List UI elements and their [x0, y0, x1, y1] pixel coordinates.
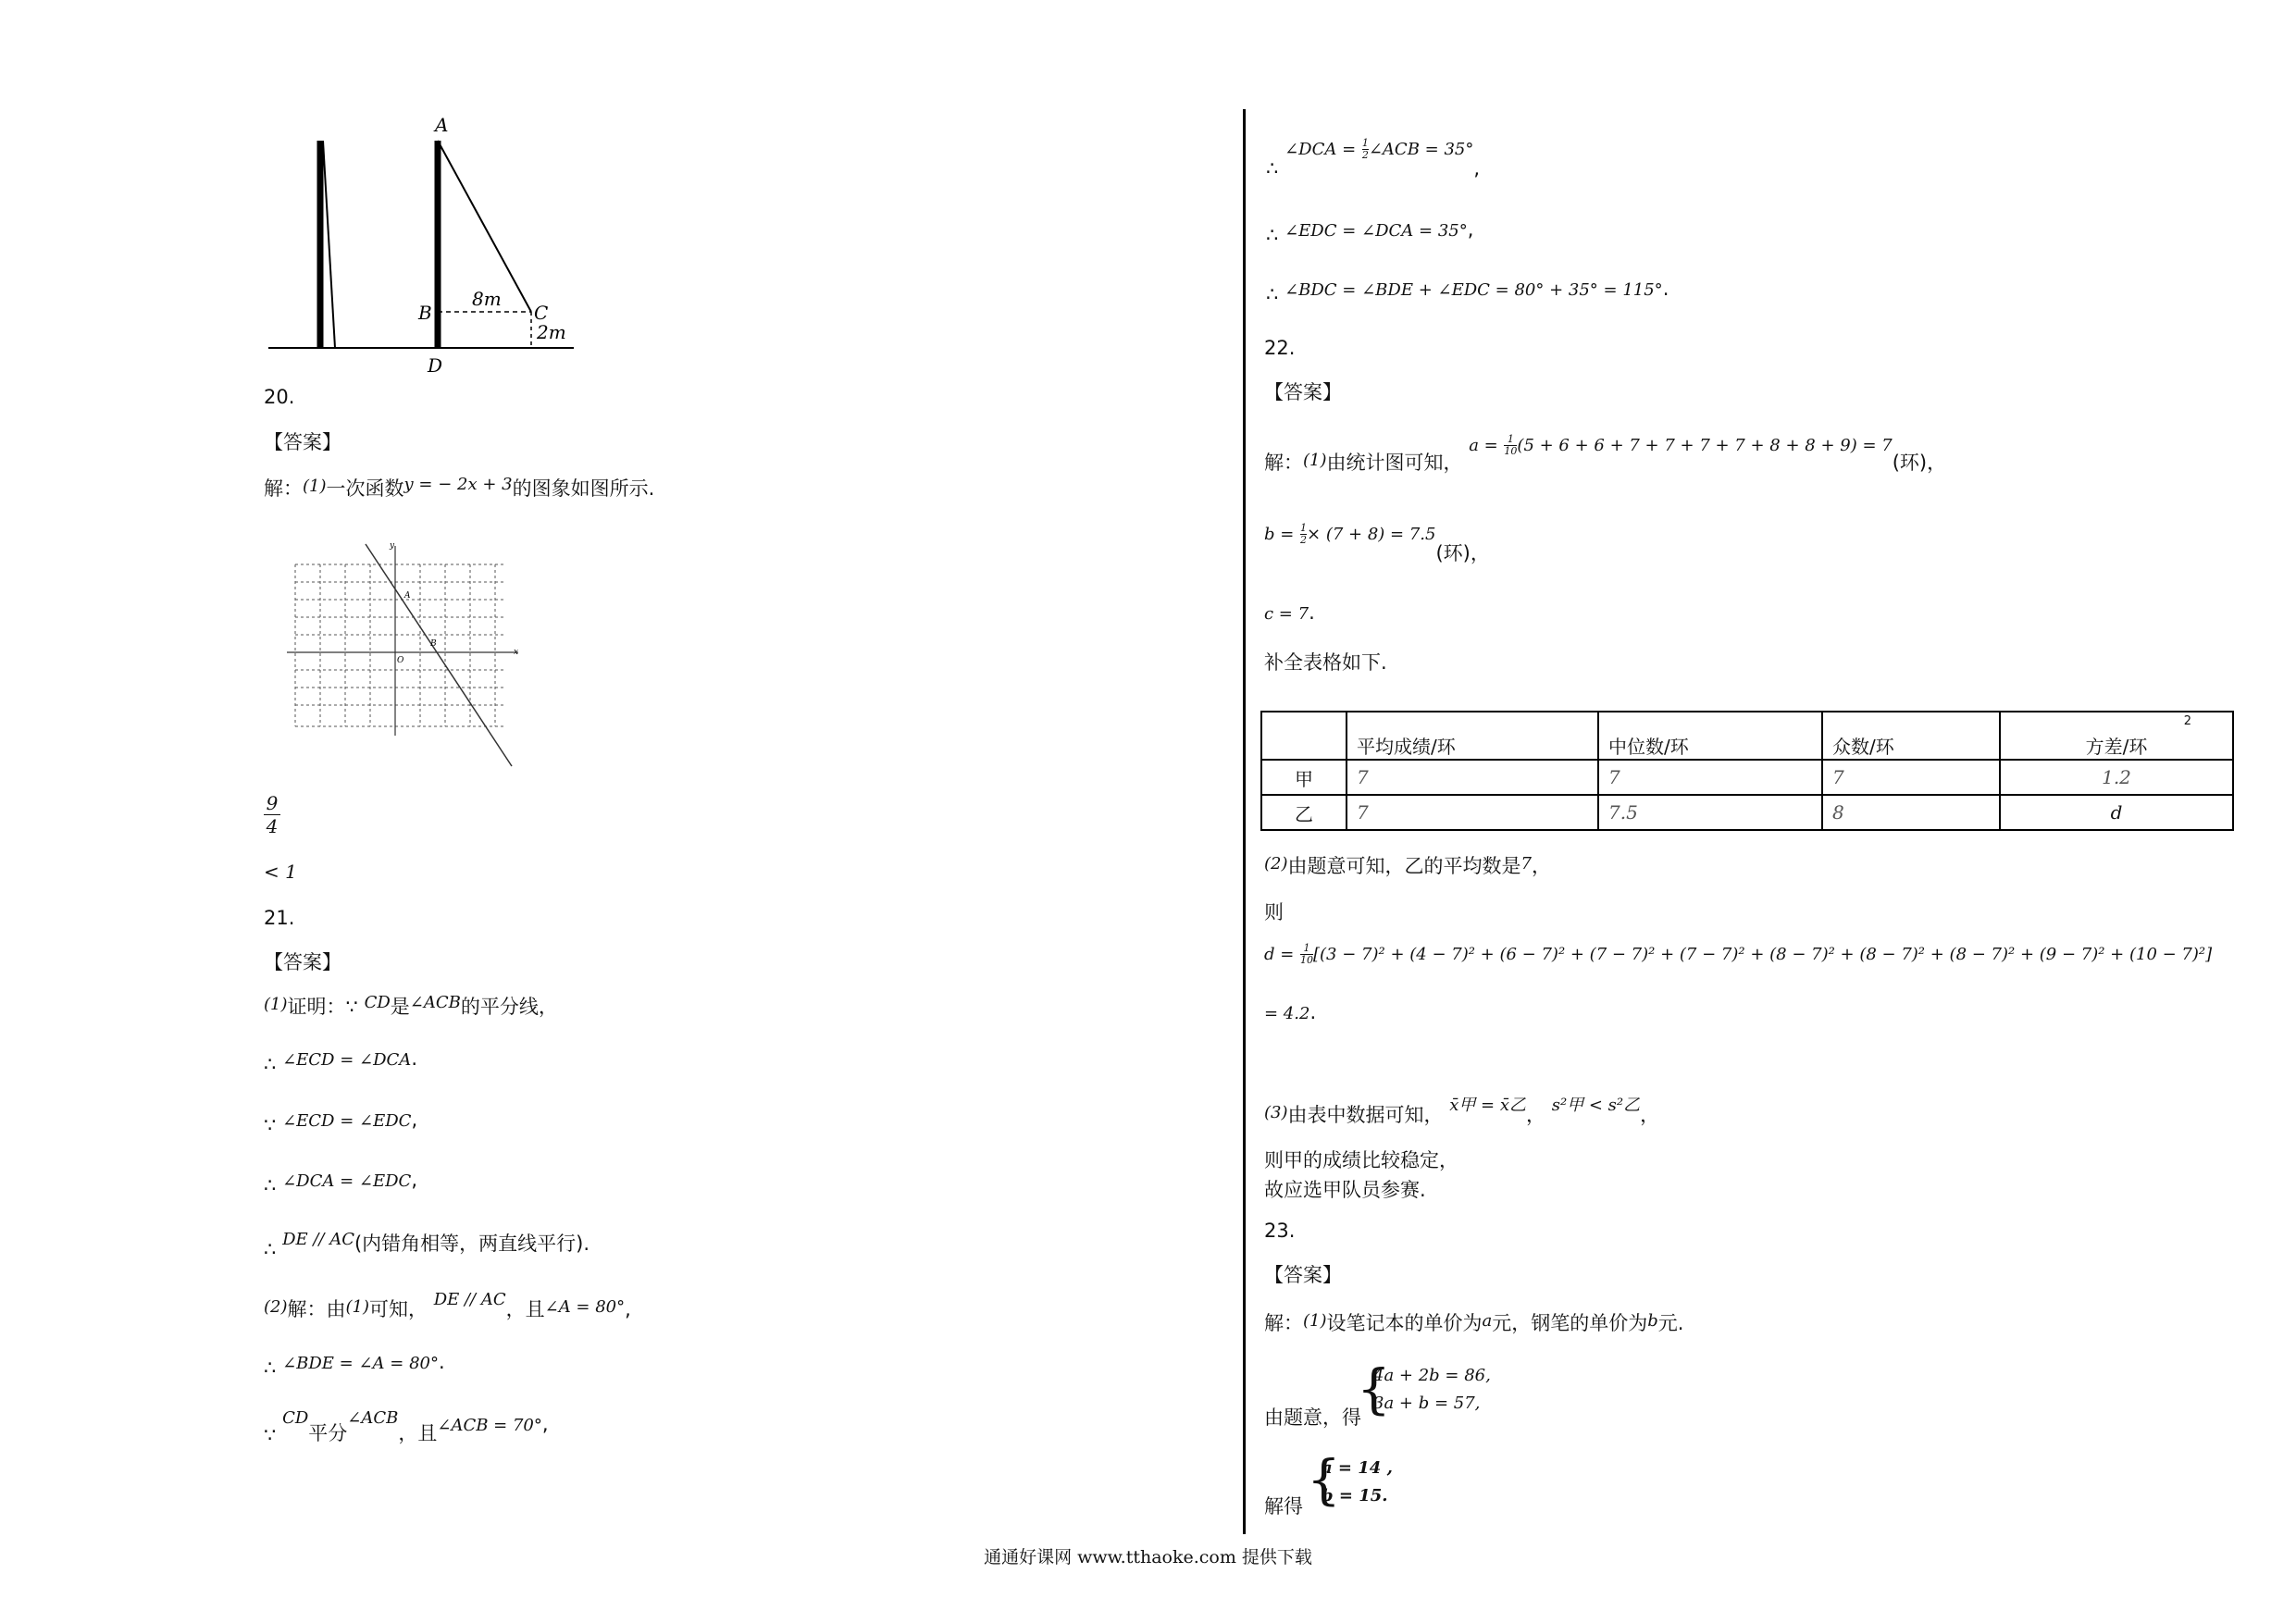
q22-line-2: b = $\frac{1}{2}$ × (7 + 8) = 7.5(环)， — [1264, 521, 1490, 564]
linear-function-graph — [282, 537, 532, 768]
r-line-1: ∴ ∠DCA = $\frac{1}{2}$ ∠ACB = 35°, — [1266, 136, 1481, 180]
graph-origin-label: O — [397, 656, 404, 665]
question-21-number: 21. — [264, 907, 295, 929]
q21-line-7: ∴ ∠BDE = ∠A = 80°. — [264, 1351, 445, 1379]
table-row — [1261, 760, 2233, 795]
table-header-cell: 方差/环 2 — [2000, 712, 2233, 760]
r-line-2: ∴ ∠EDC = ∠DCA = 35°, — [1266, 218, 1474, 246]
q22-line-7: d = $\frac{1}{10}$ [(3 − 7)² + (4 − 7)² + (6 − 7)² + (7 − 7)² + (7 − 7)² + (8 − 7)² + (8 − 7)² + (8 − 7)² + (9 − 7)² + (10 − 7)²] — [1264, 941, 2213, 966]
table-header-cell: 中位数/环 — [1598, 712, 1822, 760]
left-brace: { — [1307, 1448, 1341, 1511]
table-cell: 1.2 — [2000, 760, 2233, 795]
label-d: D — [428, 354, 443, 377]
score-table — [1260, 711, 2234, 831]
label-c-height: 2m — [537, 321, 566, 343]
table-row — [1261, 795, 2233, 830]
q21-line-3: ∵ ∠ECD = ∠EDC, — [264, 1109, 418, 1136]
table-cell: 甲 — [1261, 760, 1347, 795]
table-cell: 8 — [1822, 795, 2000, 830]
graph-point-b: B — [430, 639, 437, 649]
question-20-answer-heading: 【答案】 — [264, 431, 341, 453]
table-cell: 7 — [1822, 760, 2000, 795]
q22-line-6: 则 — [1264, 901, 1284, 923]
q22-line-9: (3)由表中数据可知， x̄甲 = x̄乙， s²甲 < s²乙， — [1264, 1096, 1660, 1126]
table-cell: 7 — [1347, 760, 1598, 795]
column-divider — [1243, 109, 1246, 1534]
table-cell: d — [2000, 795, 2233, 830]
table-cell: 7 — [1347, 795, 1598, 830]
q21-line-8: ∵ CD平分∠ACB，且∠ACB = 70°, — [264, 1408, 549, 1446]
table-cell: 7 — [1598, 760, 1822, 795]
label-bc-length: 8m — [472, 288, 502, 310]
graph-x-label: x — [514, 648, 519, 657]
label-a: A — [435, 114, 449, 136]
left-brace: { — [1357, 1357, 1391, 1420]
table-header-row — [1261, 712, 2233, 760]
q21-line-6: (2)解：由(1)可知， DE // AC，且∠A = 80°, — [264, 1290, 631, 1320]
graph-point-a: A — [404, 591, 411, 601]
less-than-one: < 1 — [264, 861, 297, 883]
poles-figure — [259, 111, 583, 389]
question-23-answer-heading: 【答案】 — [1264, 1264, 1342, 1286]
table-header-cell: 众数/环 — [1822, 712, 2000, 760]
q22-line-5: (2)由题意可知，乙的平均数是7， — [1264, 854, 1551, 877]
question-21-answer-heading: 【答案】 — [264, 951, 341, 973]
table-cell: 乙 — [1261, 795, 1347, 830]
q22-line-10: 则甲的成绩比较稳定， — [1264, 1149, 1458, 1171]
q22-line-11: 故应选甲队员参赛. — [1264, 1179, 1426, 1201]
q22-line-1: 解：(1)由统计图可知， a = $\frac{1}{10}$ (5 + 6 + 6 + 7 + 7 + 7 + 7 + 8 + 8 + 9) = 7(环)， — [1264, 432, 1947, 474]
fraction-9-over-4: 9 4 — [264, 792, 280, 837]
q21-line-4: ∴ ∠DCA = ∠EDC, — [264, 1169, 417, 1196]
question-22-number: 22. — [1264, 337, 1296, 359]
question-23-number: 23. — [1264, 1220, 1296, 1242]
q21-line-2: ∴ ∠ECD = ∠DCA. — [264, 1047, 417, 1075]
table-header-cell — [1261, 712, 1347, 760]
q22-line-8: = 4.2. — [1264, 1001, 1317, 1023]
label-c: C — [534, 302, 549, 324]
table-cell: 7.5 — [1598, 795, 1822, 830]
q23-line-1: 解：(1)设笔记本的单价为a元，钢笔的单价为b元. — [1264, 1311, 1684, 1334]
q22-line-3: c = 7. — [1264, 601, 1315, 624]
page-footer: 通通好课网 www.tthaoke.com 提供下载 — [984, 1547, 1312, 1567]
q22-line-4: 补全表格如下. — [1264, 651, 1387, 674]
q20-line-1: 解：(1)一次函数y = − 2x + 3的图象如图所示. — [264, 475, 655, 500]
question-22-answer-heading: 【答案】 — [1264, 381, 1342, 403]
table-header-cell: 平均成绩/环 — [1347, 712, 1598, 760]
question-20-number: 20. — [264, 386, 295, 408]
q21-line-5: ∴ DE // AC(内错角相等，两直线平行). — [264, 1230, 590, 1260]
graph-y-label: y — [390, 541, 395, 551]
unit-superscript: 2 — [2183, 714, 2191, 728]
label-b: B — [418, 302, 432, 324]
q21-line-1: (1)证明：∵ CD是∠ACB的平分线， — [264, 993, 558, 1018]
r-line-3: ∴ ∠BDC = ∠BDE + ∠EDC = 80° + 35° = 115°. — [1266, 278, 1669, 305]
